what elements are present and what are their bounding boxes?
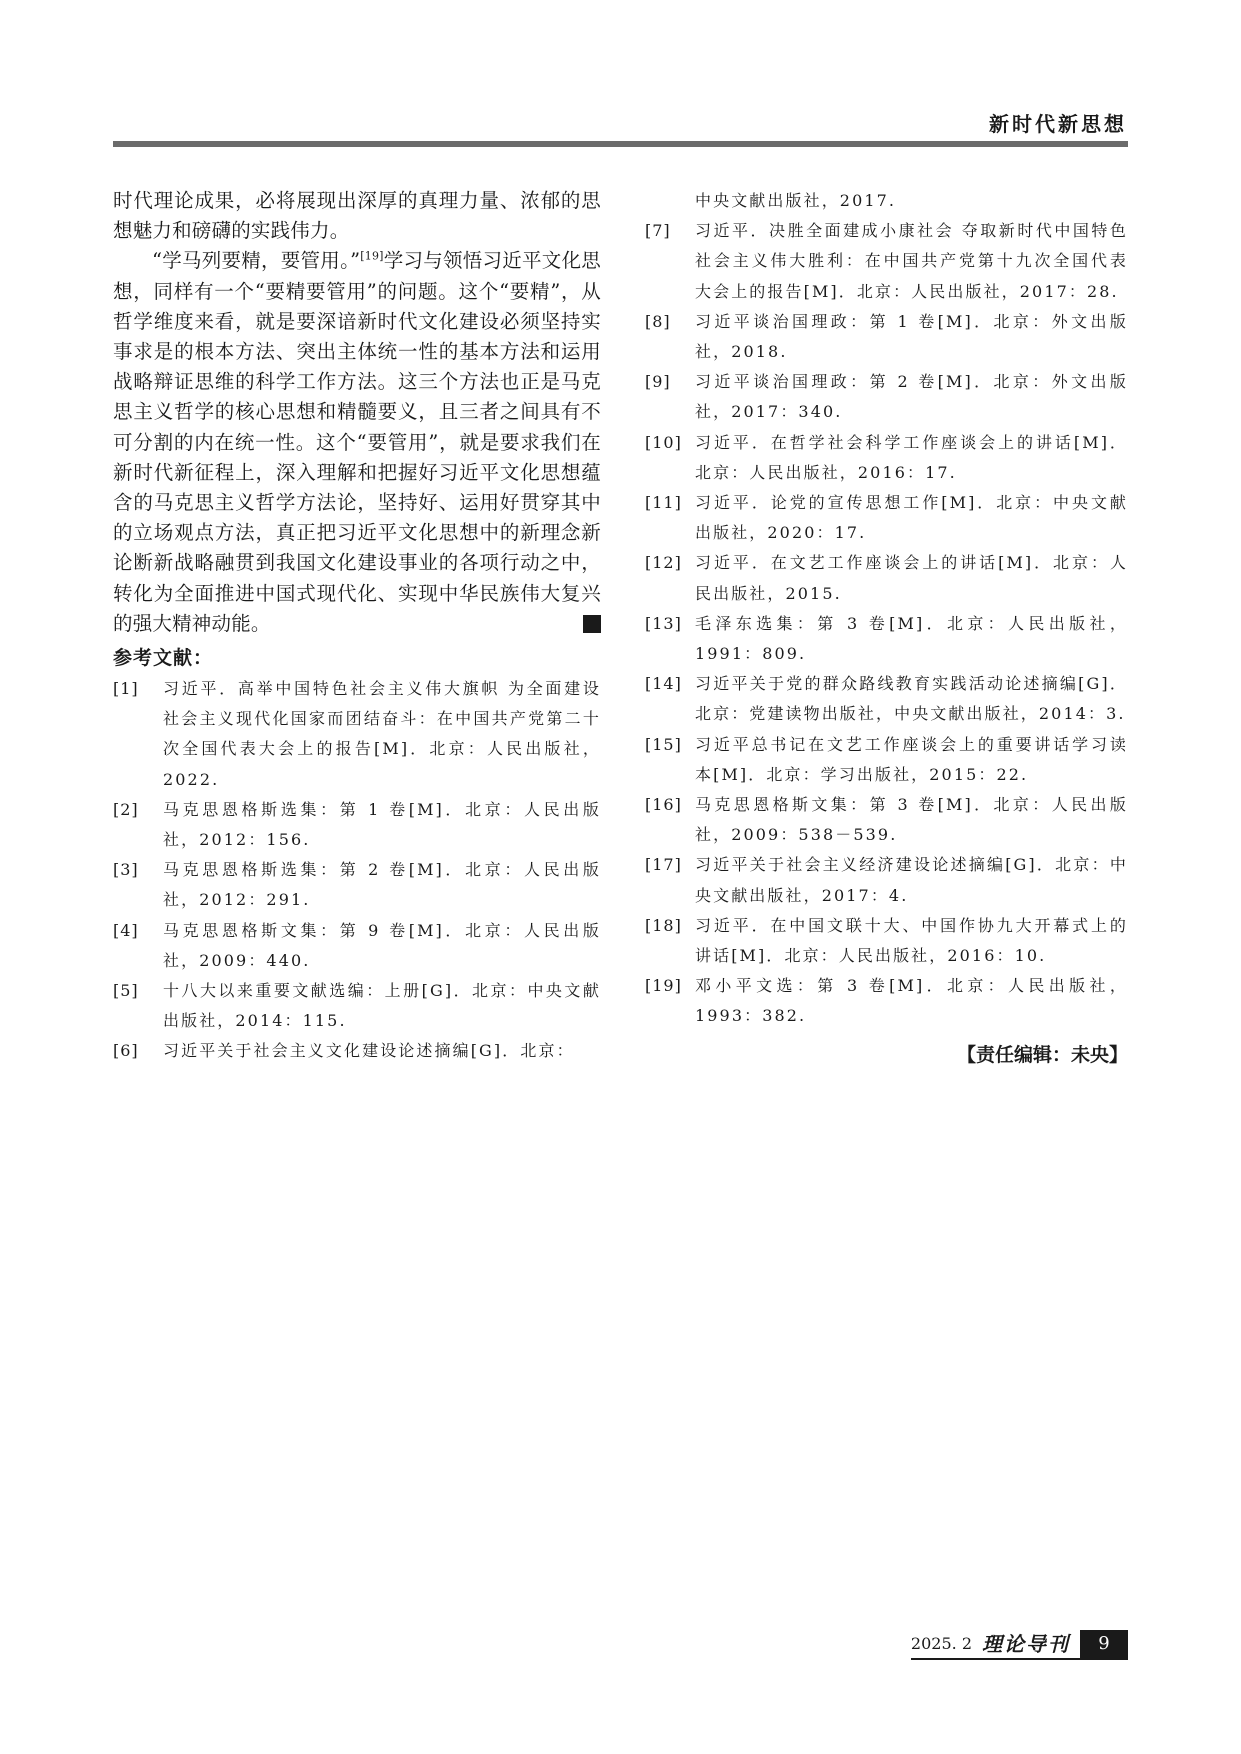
reference-text: 邓小平文选：第 3 卷[M]．北京：人民出版社，1993：382. [695, 976, 1128, 1026]
reference-text: 十八大以来重要文献选编：上册[G]．北京：中央文献出版社，2014：115. [163, 981, 601, 1031]
reference-6-continued: 中央文献出版社，2017. [695, 191, 897, 210]
reference-text: 马克思恩格斯选集：第 2 卷[M]．北京：人民出版社，2012：291. [163, 860, 601, 910]
footer [911, 1630, 1128, 1660]
header-rule [113, 141, 1128, 147]
reference-text: 习近平谈治国理政：第 2 卷[M]．北京：外文出版社，2017：340. [695, 372, 1128, 422]
reference-number: [1] [113, 679, 139, 699]
reference-text: 习近平．在哲学社会科学工作座谈会上的讲话[M]．北京：人民出版社，2016：17. [695, 432, 1128, 482]
reference-number: [4] [113, 920, 139, 940]
reference-item [113, 976, 601, 1036]
right-column [645, 186, 1128, 1067]
reference-number: [5] [113, 981, 139, 1001]
reference-item [645, 790, 1128, 850]
reference-text: 毛泽东选集：第 3 卷[M]．北京：人民出版社，1991：809. [695, 613, 1128, 664]
reference-item [113, 916, 601, 976]
reference-text: 习近平关于社会主义文化建设论述摘编[G]．北京： [163, 1041, 575, 1061]
reference-item [645, 488, 1128, 548]
reference-text: 习近平谈治国理政：第 1 卷[M]．北京：外文出版社，2018. [695, 311, 1128, 362]
reference-item [645, 367, 1128, 427]
journal-name: 理论导刊 [982, 1632, 1070, 1656]
quote: “学马列要精，要管用。” [152, 249, 361, 273]
reference-text: 马克思恩格斯选集：第 1 卷[M]．北京：人民出版社，2012：156. [163, 799, 601, 850]
reference-text: 习近平．高举中国特色社会主义伟大旗帜 为全面建设社会主义现代化国家而团结奋斗：在中国共产党第二十次全国代表大会上的报告[M]．北京：人民出版社，2022. [163, 679, 601, 789]
reference-item [113, 855, 601, 915]
references-heading: 参考文献： [113, 647, 214, 670]
reference-text: 习近平．在中国文联十大、中国作协九大开幕式上的讲话[M]．北京：人民出版社，2016：10. [695, 915, 1128, 966]
reference-number: [8] [645, 311, 671, 331]
citation-19[interactable]: [19] [360, 249, 384, 263]
page-number: 9 [1080, 1630, 1128, 1658]
reference-number: [17] [645, 855, 682, 875]
reference-number: [15] [645, 734, 682, 754]
reference-number: [9] [645, 372, 671, 392]
reference-text: 马克思恩格斯文集：第 9 卷[M]．北京：人民出版社，2009：440. [163, 920, 601, 970]
paragraph-2-rest: 学习与领悟习近平文化思想，同样有一个“要精要管用”的问题。这个“要精”，从哲学维度来看，就是要深谙新时代文化建设必须坚持实事求是的根本方法、突出主体统一性的基本方法和运用战略辩证思维的科学工作方法。这三个方法也正是马克思主义哲学的核心思想和精髓要义，且三者之间具有不可分割的内在统一性。这个“要管用”，就是要求我们在新时代新征程上，深入理解和把握好习近平文化思想蕴含的马克思主义哲学方法论，坚持好、运用好贯穿其中的立场观点方法，真正把习近平文化思想中的新理念新论断新战略融贯到我国文化建设事业的各项行动之中，转化为全面推进中国式现代化、实现中华民族伟大复兴的强大精神动能。 [113, 249, 601, 635]
references-left [113, 674, 601, 1067]
references-right [645, 186, 1128, 216]
paragraph-1: 时代理论成果，必将展现出深厚的真理力量、浓郁的思想魅力和磅礴的实践伟力。 [113, 189, 601, 243]
section-title: 新时代新思想 [989, 112, 1127, 136]
reference-number: [7] [645, 221, 671, 241]
reference-text: 习近平．决胜全面建成小康社会 夺取新时代中国特色社会主义伟大胜利：在中国共产党第十九次全国代表大会上的报告[M]．北京：人民出版社，2017：28. [695, 221, 1128, 301]
reference-item [645, 428, 1128, 488]
references-right-list [645, 216, 1128, 1031]
paragraph-2 [113, 246, 634, 639]
reference-number: [14] [645, 674, 682, 694]
reference-number: [13] [645, 613, 682, 633]
reference-number: [6] [113, 1041, 139, 1061]
reference-number: [19] [645, 976, 682, 996]
reference-item [645, 971, 1128, 1031]
reference-item [113, 674, 601, 795]
reference-number: [3] [113, 860, 139, 880]
reference-item [645, 307, 1128, 367]
reference-item [645, 730, 1128, 790]
reference-item [645, 609, 1128, 669]
reference-number: [16] [645, 795, 682, 815]
reference-text: 习近平．论党的宣传思想工作[M]．北京：中央文献出版社，2020：17. [695, 493, 1128, 543]
reference-item [645, 669, 1128, 729]
body-text [113, 186, 634, 639]
reference-item [645, 548, 1128, 608]
reference-number: [11] [645, 493, 682, 513]
reference-text: 马克思恩格斯文集：第 3 卷[M]．北京：人民出版社，2009：538－539. [695, 795, 1128, 845]
reference-number: [18] [645, 915, 682, 935]
end-mark-icon: K [583, 615, 601, 633]
reference-item [113, 795, 601, 855]
reference-number: [12] [645, 553, 682, 573]
reference-text: 习近平关于党的群众路线教育实践活动论述摘编[G]．北京：党建读物出版社，中央文献出版社，2014：3. [695, 674, 1128, 724]
issue-date: 2025. 2 [910, 1634, 972, 1653]
reference-item [645, 911, 1128, 971]
reference-number: [2] [113, 799, 139, 819]
reference-number: [10] [645, 432, 682, 452]
reference-text: 习近平关于社会主义经济建设论述摘编[G]．北京：中央文献出版社，2017：4. [695, 855, 1128, 905]
editor-note: 【责任编辑：未央】 [956, 1043, 1128, 1066]
left-column [113, 186, 634, 1067]
reference-item [113, 1036, 601, 1066]
reference-text: 习近平总书记在文艺工作座谈会上的重要讲话学习读本[M]．北京：学习出版社，2015：22. [695, 734, 1128, 784]
reference-item [645, 850, 1128, 910]
reference-text: 习近平．在文艺工作座谈会上的讲话[M]．北京：人民出版社，2015. [695, 553, 1128, 603]
reference-item [645, 216, 1128, 307]
